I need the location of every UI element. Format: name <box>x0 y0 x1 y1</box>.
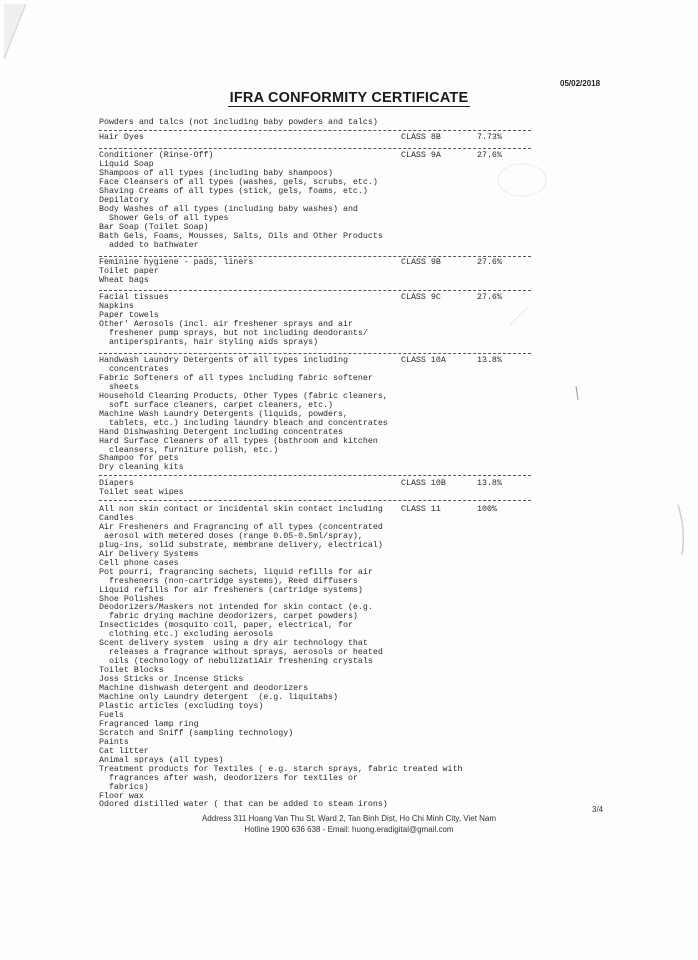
max-limit: 27.6% <box>477 151 502 160</box>
product-list: Conditioner (Rinse-Off) Liquid Soap Shampoos of all types (including baby shampoos) Face Cleansers of all types (washes, gels, scrubs, etc.) Shaving Creams of all types (stick, gels, foams, etc.) Depilatory Body Washes of all types (including baby washes) and Shower Gels of all types Bar Soap (Toilet Soap) Bath Gels, Foams, Mousses, Salts, Oils and Other Products added to bathwater <box>99 151 383 250</box>
section-divider <box>99 475 531 476</box>
max-limit: 27.6% <box>477 293 502 302</box>
intro-line: Powders and talcs (not including baby powders and talcs) <box>99 118 378 127</box>
section-divider <box>99 256 531 257</box>
section-divider <box>99 353 531 354</box>
footer-address: Address 311 Hoang Van Thu St, Ward 2, Tan Binh Dist, Ho Chi Minh City, Viet Nam <box>201 814 497 823</box>
product-list: Diapers Toilet seat wipes <box>99 479 184 497</box>
page-number: 3/4 <box>592 805 604 814</box>
class-row <box>99 294 539 348</box>
class-row <box>99 506 539 810</box>
ifra-class: CLASS 10B <box>401 479 446 488</box>
ifra-class: CLASS 10A <box>401 356 446 365</box>
ifra-class: CLASS 9C <box>401 293 441 302</box>
max-limit: 7.73% <box>477 133 502 142</box>
product-list: Feminine hygiene - pads, liners Toilet paper Wheat bags <box>99 258 254 285</box>
product-list: Hair Dyes <box>99 133 144 142</box>
section-divider <box>99 148 531 149</box>
certificate-title-text: IFRA CONFORMITY CERTIFICATE <box>229 90 469 106</box>
ifra-class: CLASS 11 <box>401 505 441 514</box>
scan-mark <box>672 500 692 560</box>
max-limit: 100% <box>477 505 497 514</box>
footer-contact: Hotline 1900 636 638 - Email: huong.eradigital@gmail.com <box>244 825 454 834</box>
max-limit: 27.6% <box>477 258 502 267</box>
class-row <box>99 152 539 250</box>
product-list: All non skin contact or incidental skin contact including Candles Air Fresheners and Fragrancing of all types (concentrated aerosol with metered doses (range 0.05-0.5ml/spray), plug-ins, solid substrate, membrane delivery, electrical) Air Delivery Systems Cell phone cases Pot pourri, fragrancing sachets, liquid refills for air fresheners (non-cartridge systems), Reed diffusers Liquid refills for air fresheners (cartridge systems) Shoe Polishes Deodorizers/Maskers not intended for skin contact (e.g. fabric drying machine deodorizers, carpet powders) Insecticides (mosquito coil, paper, electrical, for clothing etc.) excluding aerosols Scent delivery system using a dry air technology that releases a fragrance without sprays, aerosols or heated oils (technology of nebulizatiAir freshening crystals Toilet Blocks Joss Sticks or Incense Sticks Machine dishwash detergent and deodorizers Machine only Laundry detergent (e.g. liquitabs) Plastic articles (excluding toys) Fuels Fragranced lamp ring Scratch and Sniff (sampling technology) Paints Cat litter Animal sprays (all types) Treatment products for Textiles ( e.g. starch sprays, fabric treated with fragrances after wash, deodorizers for textiles or fabrics) Floor wax Odored distilled water ( that can be added to steam irons) <box>99 505 463 810</box>
page-corner-fold <box>4 4 44 64</box>
ifra-class: CLASS 8B <box>401 133 441 142</box>
ifra-class: CLASS 9B <box>401 258 441 267</box>
class-row <box>99 259 539 286</box>
class-row <box>99 480 539 498</box>
certificate-date: 05/02/2018 <box>560 79 601 88</box>
section-divider <box>99 130 531 131</box>
max-limit: 13.8% <box>477 356 502 365</box>
product-list: Handwash Laundry Detergents of all types including concentrates Fabric Softeners of all types including fabric softener sheets Household Cleaning Products, Other Types (fabric cleaners, soft surface cleaners, carpet cleaners, etc.) Machine Wash Laundry Detergents (liquids, powders, tablets, etc.) including laundry bleach and concentrates Hand Dishwashing Detergent including concentrates Hard Surface Cleaners of all types (bathroom and kitchen cleansers, furniture polish, etc.) Shampoo for pets Dry cleaning kits <box>99 356 388 473</box>
section-divider <box>99 290 531 291</box>
faint-stamp-mark <box>495 160 550 200</box>
scan-mark <box>505 300 535 330</box>
class-row <box>99 134 539 143</box>
ifra-class: CLASS 9A <box>401 151 441 160</box>
certificate-title <box>0 90 698 106</box>
max-limit: 13.8% <box>477 479 502 488</box>
class-row <box>99 357 539 473</box>
product-list: Facial tissues Napkins Paper towels Other' Aerosols (incl. air freshener sprays and air freshener pump sprays, but not including deodorants/ antiperspirants, hair styling aids sprays) <box>99 293 368 347</box>
scan-mark <box>570 380 590 405</box>
section-divider <box>99 500 531 501</box>
